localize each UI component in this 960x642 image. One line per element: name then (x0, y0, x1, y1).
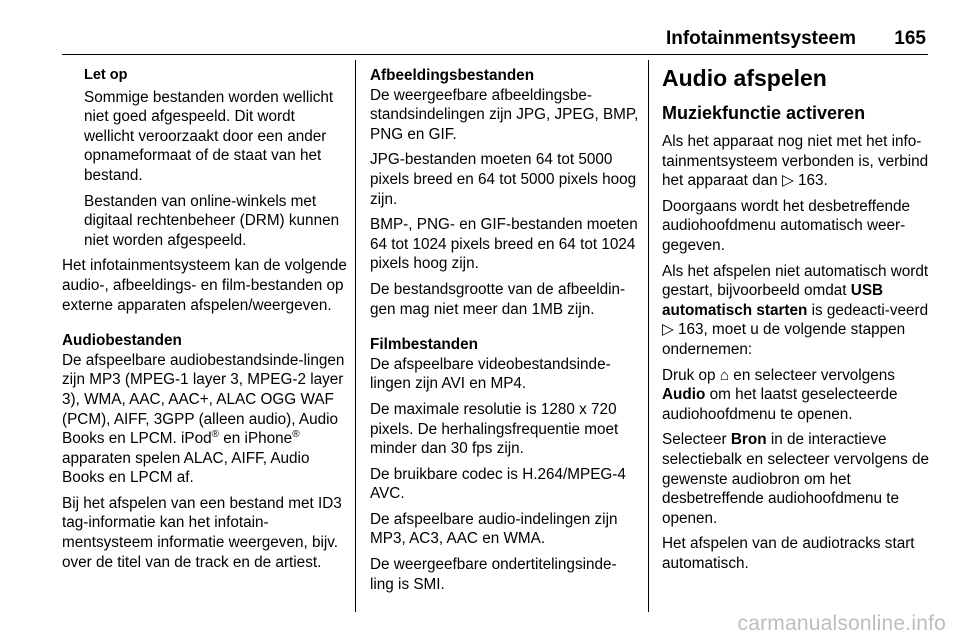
menu-name: Audio (662, 386, 706, 404)
paragraph: BMP-, PNG- en GIF-bestanden moeten 64 tot 1024 pixels breed en 64 tot 1024 pixels hoog zijn. (370, 216, 638, 273)
chapter-heading: Audio afspelen (662, 65, 827, 91)
paragraph: De weergeefbare ondertitelingsinde-ling is SMI. (370, 556, 617, 593)
page-ref: 163 (678, 321, 704, 339)
text: Selecteer (662, 431, 731, 449)
column-1 (62, 64, 348, 578)
paragraph: Het infotainmentsysteem kan de volgende audio-, afbeeldings- en film-bestanden op externe apparaten afspelen/weergeven. (62, 257, 347, 314)
paragraph: De afspeelbare audio-indelingen zijn MP3, AC3, AAC en WMA. (370, 510, 618, 548)
page-header-title: Infotainmentsysteem (665, 28, 856, 49)
section-heading-audio: Audiobestanden (62, 332, 182, 350)
text: en iPhone (219, 430, 293, 448)
text: Als het apparaat nog niet met het info-tainmentsysteem verbonden is, verbind het apparaat dan (662, 133, 929, 190)
text: om het laatst geselecteerde audiohoofdmenu te openen. (662, 386, 898, 423)
column-3 (662, 64, 930, 579)
column-divider-2 (648, 60, 649, 612)
note-paragraph: Bestanden van online-winkels met digitaal rechtenbeheer (DRM) kunnen niet worden afgespeeld. (84, 192, 340, 249)
paragraph (662, 430, 930, 528)
menu-name: Bron (730, 431, 767, 449)
paragraph (62, 351, 348, 488)
paragraph (662, 132, 930, 191)
text: , moet u de volgende stappen ondernemen: (662, 321, 906, 358)
text: De afspeelbare audiobestandsinde-lingen zijn MP3 (MPEG-1 layer 3, MPEG-2 layer 3), WMA, AAC, AAC+, ALAC OGG WAF (PCM), AIFF, 3GPP (alleen audio), Audio Books en LPCM. iPod (62, 351, 345, 448)
paragraph: Het afspelen van de audiotracks start automatisch. (662, 535, 915, 572)
setting-name: USB automatisch starten (662, 282, 884, 319)
section-heading-images: Afbeeldingsbestanden (370, 67, 535, 84)
watermark: carmanualsonline.info (737, 612, 946, 635)
note-title: Let op (84, 67, 128, 83)
text: apparaten spelen ALAC, AIFF, Audio Books en LPCM af. (62, 449, 310, 487)
paragraph (662, 262, 930, 360)
home-icon: ⌂ (719, 366, 730, 384)
paragraph: JPG-bestanden moeten 64 tot 5000 pixels breed en 64 tot 5000 pixels hoog zijn. (370, 151, 637, 208)
paragraph: Doorgaans wordt het desbetreffende audiohoofdmenu automatisch weer-gegeven. (662, 197, 911, 254)
paragraph: De afspeelbare videobestandsinde-lingen zijn AVI en MP4. (370, 355, 611, 393)
registered-mark: ® (292, 429, 300, 440)
column-divider-1 (355, 60, 356, 612)
text: is gedeacti-veerd (807, 301, 929, 319)
page-ref-arrow-icon: ▷ (662, 321, 674, 339)
paragraph: De weergeefbare afbeeldingsbe-standsindelingen zijn JPG, JPEG, BMP, PNG en GIF. (370, 86, 639, 143)
section-heading-films: Filmbestanden (370, 336, 478, 354)
paragraph: Bij het afspelen van een bestand met ID3 tag-informatie kan het infotain-mentsysteem informatie weergeven, bijv. over de titel van de track en de artiest. (62, 494, 342, 571)
header-rule (62, 54, 928, 55)
registered-mark: ® (211, 429, 220, 440)
text: in de interactieve selectiebalk en selecteer vervolgens de gewenste audiobron om het desbetreffende audiohoofdmenu te openen. (662, 431, 930, 527)
paragraph (662, 366, 930, 425)
note-paragraph: Sommige bestanden worden wellicht niet goed afgespeeld. Dit wordt wellicht veroorzaakt door een ander opnameformaat of de staat van het bestand. (84, 88, 334, 184)
column-2 (370, 64, 640, 600)
text: Als het afspelen niet automatisch wordt gestart, bijvoorbeeld omdat (662, 262, 929, 300)
paragraph: De bruikbare codec is H.264/MPEG-4 AVC. (370, 465, 626, 503)
text: en selecteer vervolgens (729, 366, 895, 384)
text: Druk op (662, 366, 720, 384)
section-heading: Muziekfunctie activeren (662, 103, 866, 123)
note-box (62, 66, 348, 250)
paragraph: De bestandsgrootte van de afbeeldin-gen mag niet meer dan 1MB zijn. (370, 280, 626, 318)
page-number: 165 (894, 28, 926, 49)
paragraph: De maximale resolutie is 1280 x 720 pixels. De herhalingsfrequentie moet minder dan 30 fps zijn. (370, 400, 619, 458)
page-ref: 163. (797, 172, 828, 190)
page-ref-arrow-icon: ▷ (781, 172, 794, 190)
